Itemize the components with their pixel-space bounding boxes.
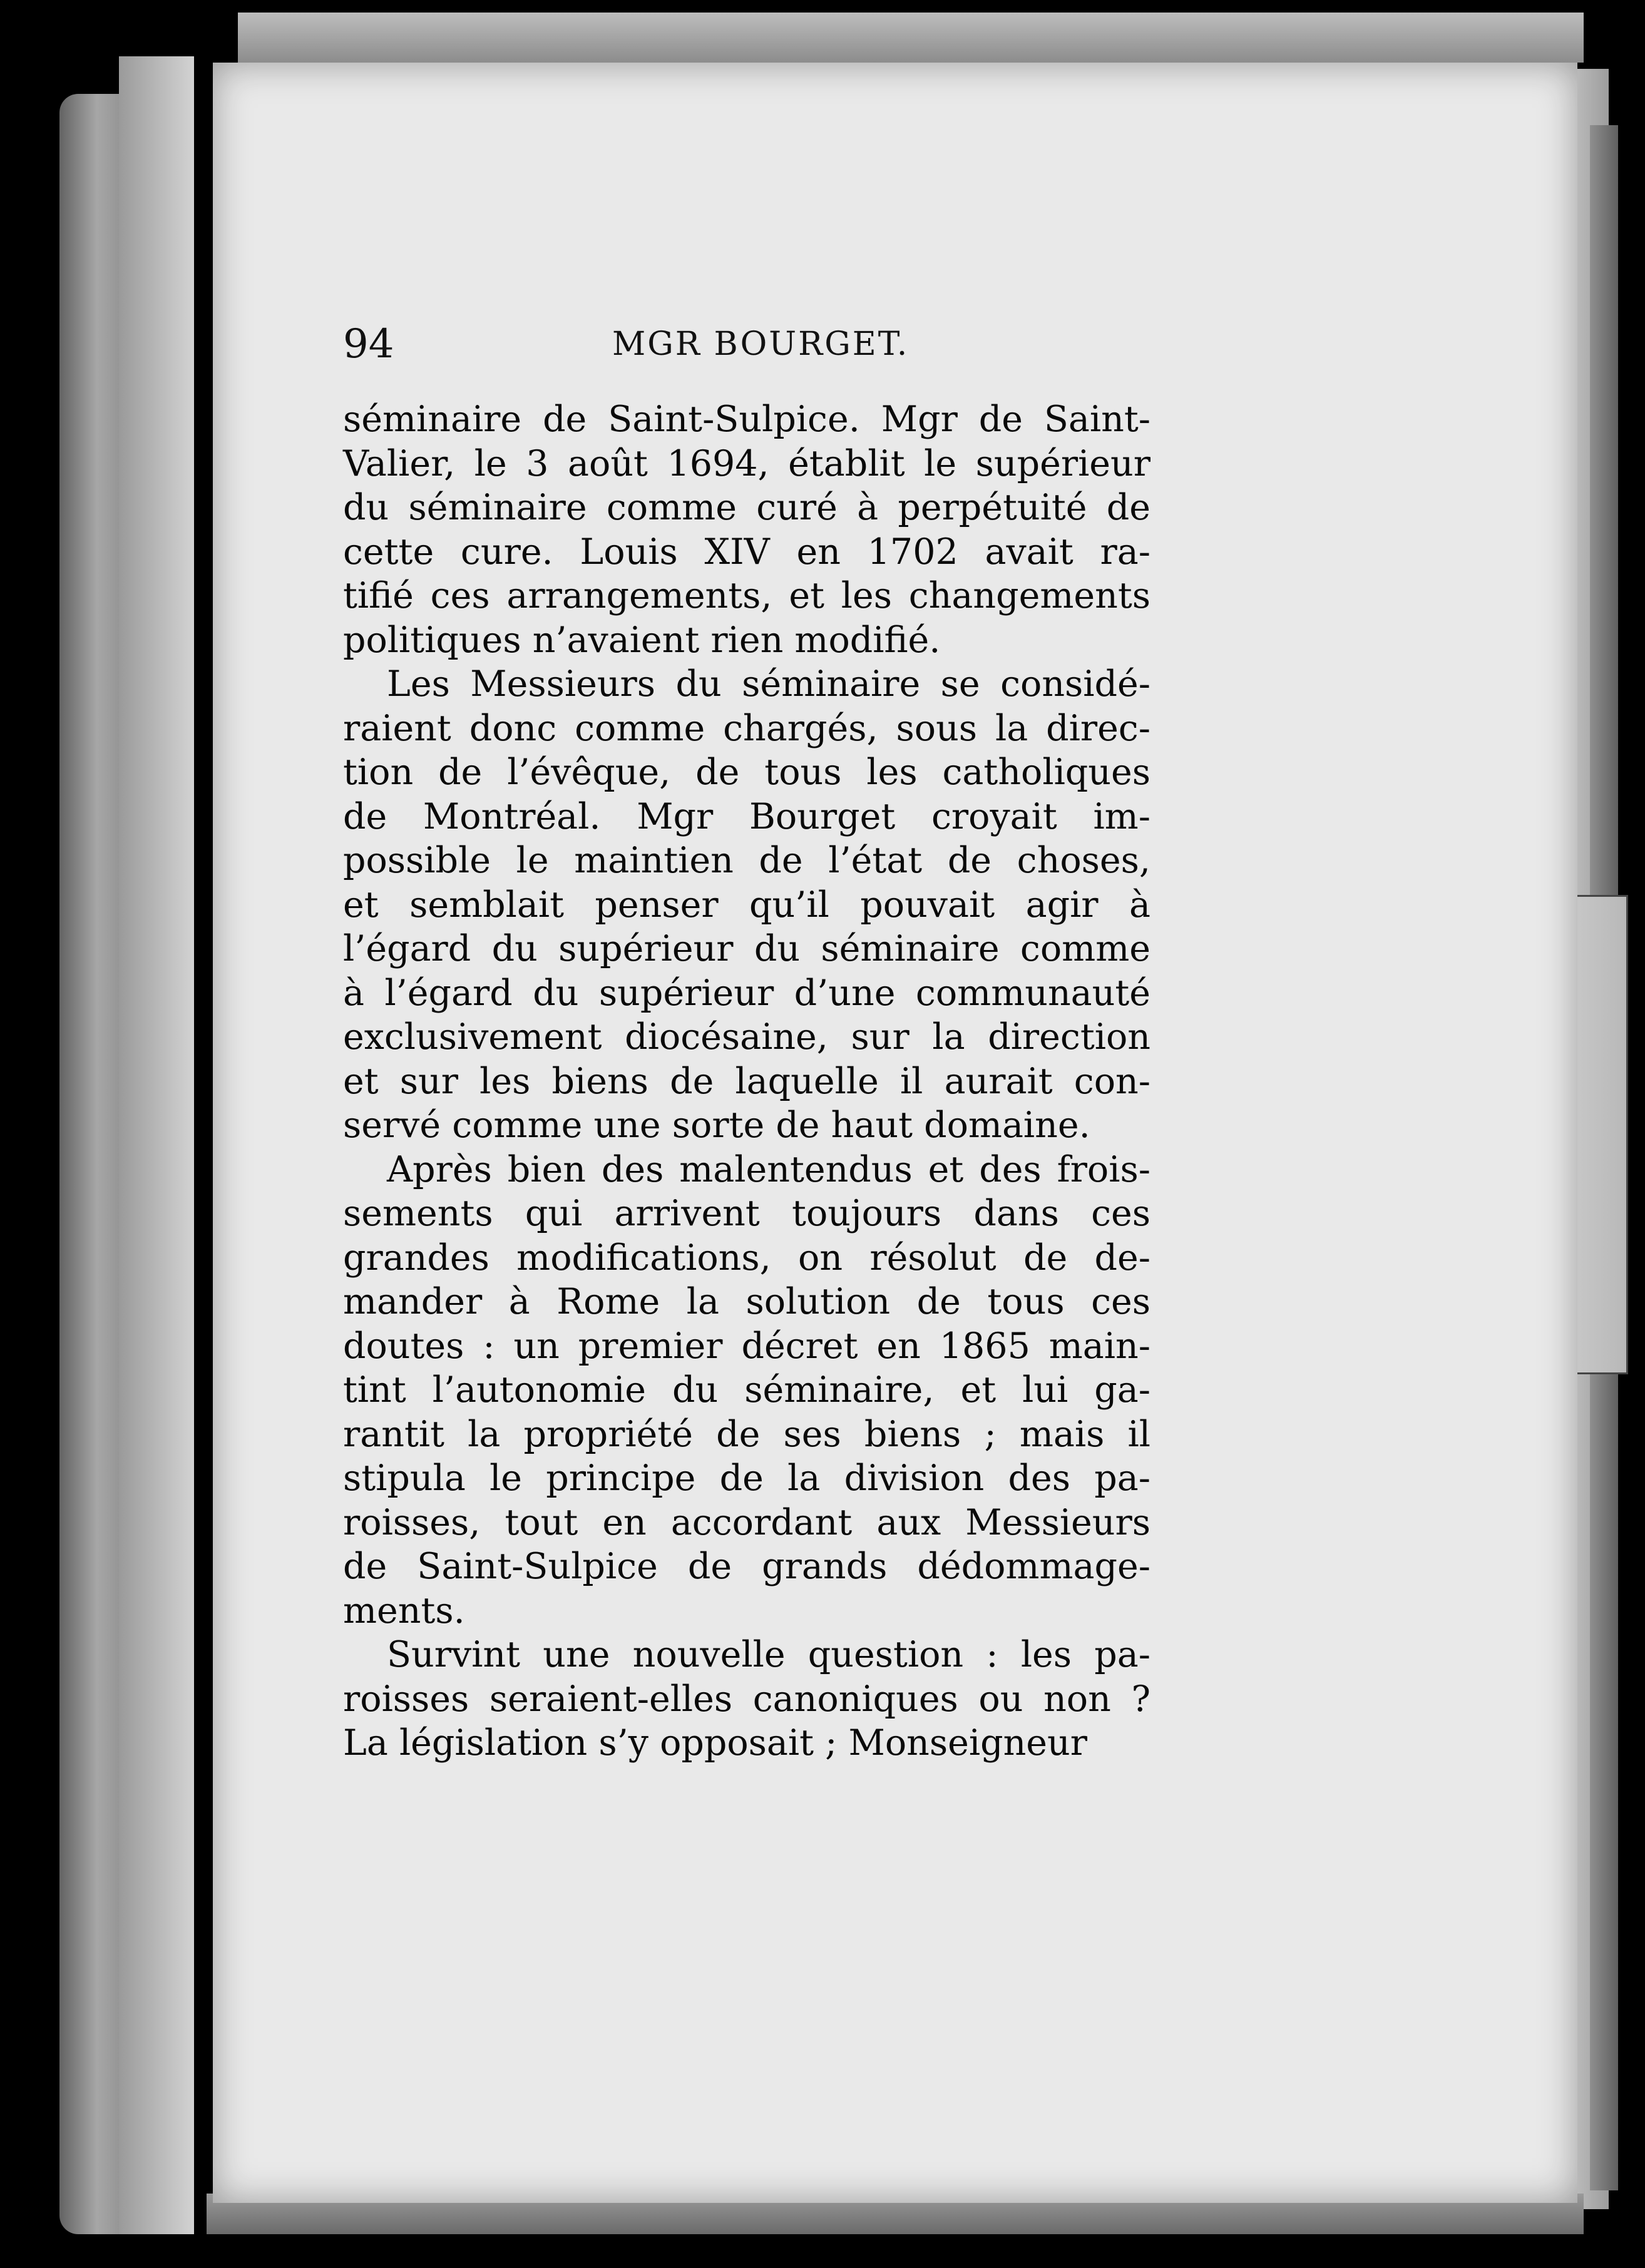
text-line: cette cure. Louis XIV en 1702 avait ra- [343,531,1150,573]
text-line: roisses, tout en accordant aux Messieurs [343,1501,1150,1543]
text-line: sements qui arrivent toujours dans ces [343,1193,1150,1234]
page-number: 94 [343,321,394,367]
text-line: servé comme une sorte de haut domaine. [343,1105,1090,1146]
text-line: tion de l’évêque, de tous les catholiques [343,752,1150,793]
text-line: séminaire de Saint-Sulpice. Mgr de Saint- [343,399,1150,440]
text-line: mander à Rome la solution de tous ces [343,1281,1150,1322]
text-line: grandes modifications, on résolut de de- [343,1237,1150,1279]
text-line: La législation s’y opposait ; Monseigneur [343,1722,1087,1764]
page-edge-left-inner [119,56,194,2234]
paragraph [343,1148,1150,1633]
text-line: roisses seraient-elles canoniques ou non ? [343,1678,1150,1720]
text-line: stipula le principe de la division des pa- [343,1458,1150,1499]
text-line: Valier, le 3 août 1694, établit le supérieur [343,442,1150,484]
body-text [343,397,1150,1765]
page-edge-top [238,13,1584,63]
text-line: ments. [343,1590,465,1632]
text-line: de Montréal. Mgr Bourget croyait im- [343,795,1150,837]
text-line: Survint une nouvelle question : les pa- [387,1634,1150,1675]
text-line: l’égard du supérieur du séminaire comme [343,928,1150,969]
text-line: rantit la propriété de ses biens ; mais il [343,1413,1150,1455]
paragraph [343,1633,1150,1765]
running-title: MGR BOURGET. [612,325,910,363]
text-line: du séminaire comme curé à perpétuité de [343,487,1150,528]
text-line: à l’égard du supérieur d’une communauté [343,972,1150,1014]
text-line: raient donc comme chargés, sous la direc- [343,707,1150,749]
text-line: Les Messieurs du séminaire se considé- [387,663,1150,705]
text-line: politiques n’avaient rien modifié. [343,619,941,661]
text-line: et sur les biens de laquelle il aurait con- [343,1060,1150,1102]
text-line: et semblait penser qu’il pouvait agir à [343,884,1150,926]
text-line: tint l’autonomie du séminaire, et lui ga- [343,1369,1150,1411]
text-line: possible le maintien de l’état de choses, [343,840,1150,881]
running-head [343,310,1138,379]
text-line: Après bien des malentendus et des frois- [387,1148,1150,1190]
text-line: de Saint-Sulpice de grands dédommage- [343,1546,1150,1587]
paragraph [343,662,1150,1148]
text-line: doutes : un premier décret en 1865 main- [343,1325,1150,1367]
paragraph [343,397,1150,662]
text-line: exclusivement diocésaine, sur la direction [343,1016,1150,1058]
text-line: tifié ces arrangements, et les changements [343,575,1150,616]
